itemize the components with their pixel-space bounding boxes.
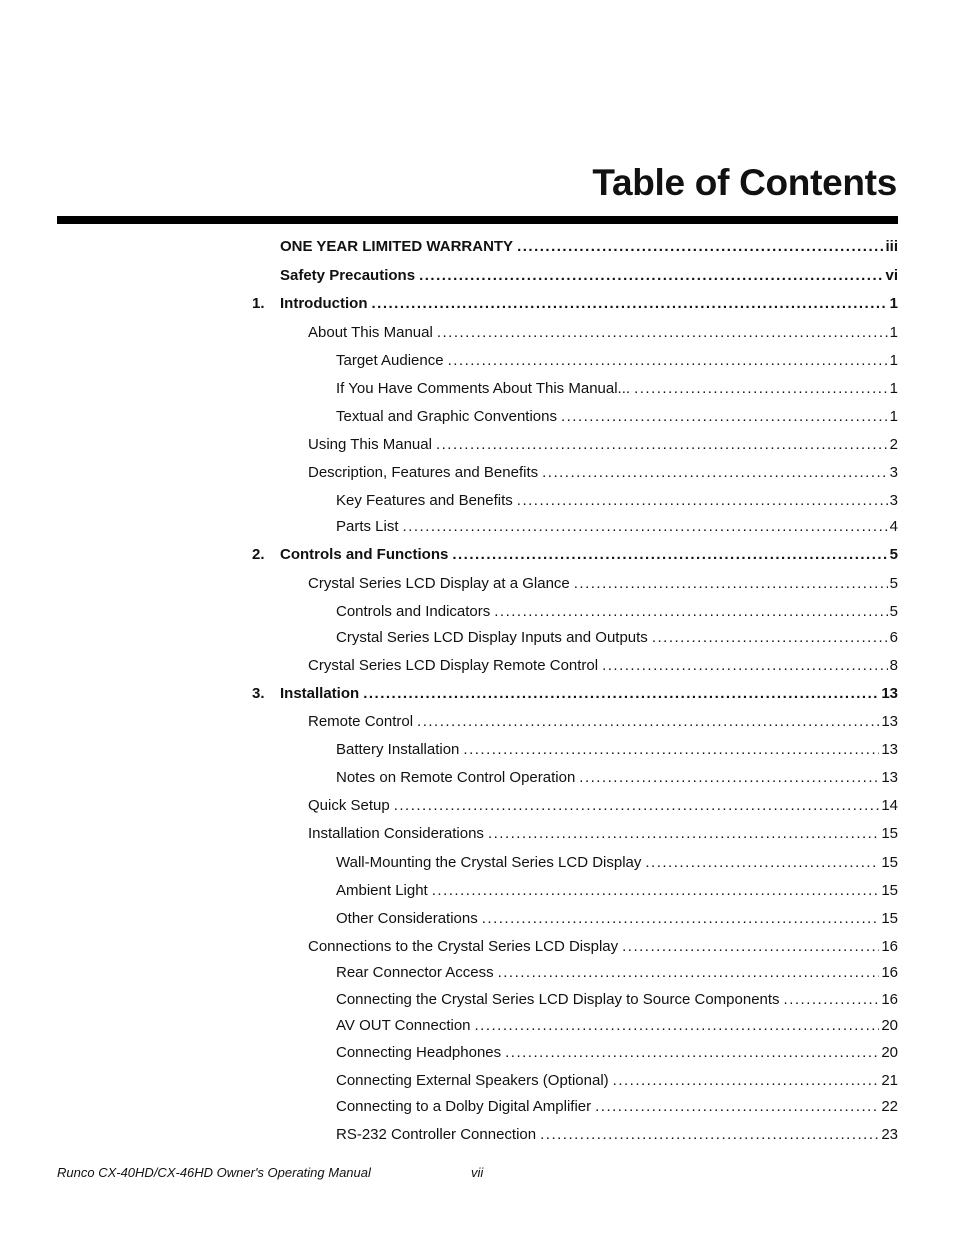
toc-entry[interactable]	[336, 352, 898, 370]
toc-dot-leader	[403, 518, 888, 536]
toc-dot-leader	[448, 352, 888, 370]
toc-entry-title: Battery Installation	[336, 741, 460, 758]
toc-page-number: 4	[889, 518, 898, 535]
toc-entry-title: Connections to the Crystal Series LCD Display	[308, 938, 619, 955]
toc-entry[interactable]	[336, 1044, 898, 1062]
toc-dot-leader	[602, 657, 888, 675]
toc-entry-title: Target Audience	[336, 352, 444, 369]
toc-entry-title: Installation Considerations	[308, 825, 484, 842]
toc-entry-title: Description, Features and Benefits	[308, 464, 539, 481]
toc-dot-leader	[417, 713, 879, 731]
toc-page-number: 6	[889, 629, 898, 646]
toc-entry[interactable]	[336, 629, 898, 647]
toc-dot-leader	[394, 797, 880, 815]
toc-dot-leader	[432, 882, 880, 900]
toc-dot-leader	[652, 629, 888, 647]
toc-page-number: 13	[881, 741, 898, 758]
toc-entry-title: Introduction	[280, 295, 368, 312]
toc-dot-leader	[488, 825, 879, 843]
toc-page-number: 15	[881, 854, 898, 871]
toc-entry-title: Connecting Headphones	[336, 1044, 502, 1061]
toc-page-number: 15	[881, 825, 898, 842]
toc-entry[interactable]	[336, 1072, 898, 1090]
toc-entry-title: Connecting External Speakers (Optional)	[336, 1072, 609, 1089]
toc-dot-leader	[613, 1072, 880, 1090]
toc-entry-title: Crystal Series LCD Display Remote Control	[308, 657, 599, 674]
toc-page-number: 16	[881, 964, 898, 981]
toc-entry[interactable]	[308, 464, 898, 482]
toc-page-number: 8	[889, 657, 898, 674]
toc-dot-leader	[561, 408, 888, 426]
toc-entry[interactable]	[336, 1017, 898, 1035]
toc-dot-leader	[634, 380, 888, 398]
toc-entry[interactable]	[252, 685, 898, 703]
toc-entry[interactable]	[336, 964, 898, 982]
page-title: Table of Contents	[592, 162, 897, 203]
toc-entry-title: Ambient Light	[336, 882, 428, 899]
toc-entry[interactable]	[336, 380, 898, 398]
toc-dot-leader	[452, 546, 887, 564]
toc-page-number: iii	[885, 238, 898, 255]
toc-dot-leader	[437, 324, 888, 342]
toc-page-number: 22	[881, 1098, 898, 1115]
toc-page-number: 3	[889, 492, 898, 509]
toc-dot-leader	[579, 769, 879, 787]
toc-entry-title: Textual and Graphic Conventions	[336, 408, 557, 425]
toc-page-number: 23	[881, 1126, 898, 1143]
toc-entry[interactable]	[336, 769, 898, 787]
toc-entry[interactable]	[280, 267, 898, 285]
toc-entry-title: Wall-Mounting the Crystal Series LCD Display	[336, 854, 642, 871]
toc-dot-leader	[784, 991, 880, 1009]
toc-entry-title: RS-232 Controller Connection	[336, 1126, 537, 1143]
toc-dot-leader	[436, 436, 888, 454]
toc-dot-leader	[505, 1044, 879, 1062]
toc-dot-leader	[540, 1126, 879, 1144]
toc-dot-leader	[517, 238, 883, 256]
toc-page-number: 13	[881, 685, 898, 702]
toc-entry-number: 3.	[252, 685, 265, 702]
toc-dot-leader	[419, 267, 883, 285]
toc-entry[interactable]	[336, 854, 898, 872]
toc-page-number: 5	[889, 575, 898, 592]
toc-entry-title: Safety Precautions	[280, 267, 416, 284]
toc-page-number: 5	[889, 603, 898, 620]
toc-page-number: 2	[889, 436, 898, 453]
toc-entry[interactable]	[336, 991, 898, 1009]
toc-page-number: 1	[889, 408, 898, 425]
toc-entry[interactable]	[336, 408, 898, 426]
toc-dot-leader	[595, 1098, 879, 1116]
toc-entry-title: Crystal Series LCD Display at a Glance	[308, 575, 570, 592]
toc-entry[interactable]	[336, 492, 898, 510]
toc-entry-title: Key Features and Benefits	[336, 492, 513, 509]
toc-entry[interactable]	[308, 938, 898, 956]
toc-page-number: 1	[889, 324, 898, 341]
toc-dot-leader	[482, 910, 880, 928]
toc-entry[interactable]	[280, 238, 898, 256]
toc-page-number: vi	[885, 267, 898, 284]
footer-page-number: vii	[471, 1165, 484, 1180]
toc-dot-leader	[574, 575, 888, 593]
toc-entry-number: 1.	[252, 295, 265, 312]
toc-entry-title: Parts List	[336, 518, 399, 535]
toc-entry[interactable]	[308, 575, 898, 593]
toc-entry[interactable]	[336, 741, 898, 759]
toc-entry[interactable]	[252, 295, 898, 313]
toc-entry[interactable]	[336, 910, 898, 928]
toc-page-number: 3	[889, 464, 898, 481]
toc-dot-leader	[622, 938, 879, 956]
toc-page-number: 21	[881, 1072, 898, 1089]
toc-page-number: 14	[881, 797, 898, 814]
toc-entry[interactable]	[308, 657, 898, 675]
toc-page-number: 15	[881, 882, 898, 899]
toc-page-number: 16	[881, 938, 898, 955]
toc-entry-title: About This Manual	[308, 324, 433, 341]
toc-entry[interactable]	[336, 1098, 898, 1116]
toc-entry[interactable]	[336, 882, 898, 900]
toc-entry-title: Rear Connector Access	[336, 964, 494, 981]
toc-entry-title: Notes on Remote Control Operation	[336, 769, 576, 786]
toc-entry-title: If You Have Comments About This Manual...	[336, 380, 631, 397]
toc-page-number: 13	[881, 769, 898, 786]
toc-dot-leader	[363, 685, 879, 703]
toc-entry[interactable]	[252, 546, 898, 564]
toc-entry-number: 2.	[252, 546, 265, 563]
toc-entry[interactable]	[336, 518, 898, 536]
toc-entry-title: Installation	[280, 685, 360, 702]
toc-entry[interactable]	[308, 713, 898, 731]
toc-dot-leader	[463, 741, 879, 759]
toc-page-number: 20	[881, 1044, 898, 1061]
toc-page-number: 15	[881, 910, 898, 927]
toc-entry-title: Connecting the Crystal Series LCD Display to Source Components	[336, 991, 780, 1008]
toc-entry-title: ONE YEAR LIMITED WARRANTY	[280, 238, 514, 255]
toc-entry[interactable]	[308, 436, 898, 454]
toc-entry-title: Controls and Indicators	[336, 603, 491, 620]
toc-dot-leader	[517, 492, 888, 510]
toc-dot-leader	[542, 464, 888, 482]
toc-entry-title: Quick Setup	[308, 797, 390, 814]
toc-page-number: 1	[889, 352, 898, 369]
toc-dot-leader	[645, 854, 879, 872]
toc-dot-leader	[498, 964, 880, 982]
toc-entry-title: Crystal Series LCD Display Inputs and Outputs	[336, 629, 648, 646]
footer-manual-title: Runco CX-40HD/CX-46HD Owner's Operating Manual	[57, 1165, 371, 1180]
toc-page-number: 5	[889, 546, 898, 563]
toc-entry[interactable]	[308, 797, 898, 815]
toc-entry-title: Connecting to a Dolby Digital Amplifier	[336, 1098, 592, 1115]
toc-entry[interactable]	[308, 825, 898, 843]
toc-dot-leader	[475, 1017, 880, 1035]
toc-entry[interactable]	[336, 603, 898, 621]
toc-entry-title: Using This Manual	[308, 436, 432, 453]
toc-entry-title: Remote Control	[308, 713, 414, 730]
toc-entry-title: Controls and Functions	[280, 546, 449, 563]
toc-entry-title: AV OUT Connection	[336, 1017, 471, 1034]
toc-page-number: 13	[881, 713, 898, 730]
toc-dot-leader	[371, 295, 887, 313]
toc-dot-leader	[494, 603, 887, 621]
toc-page-number: 1	[889, 380, 898, 397]
toc-entry[interactable]	[336, 1126, 898, 1144]
toc-page-number: 20	[881, 1017, 898, 1034]
toc-page-number: 16	[881, 991, 898, 1008]
toc-page-number: 1	[889, 295, 898, 312]
toc-entry-title: Other Considerations	[336, 910, 478, 927]
toc-entry[interactable]	[308, 324, 898, 342]
